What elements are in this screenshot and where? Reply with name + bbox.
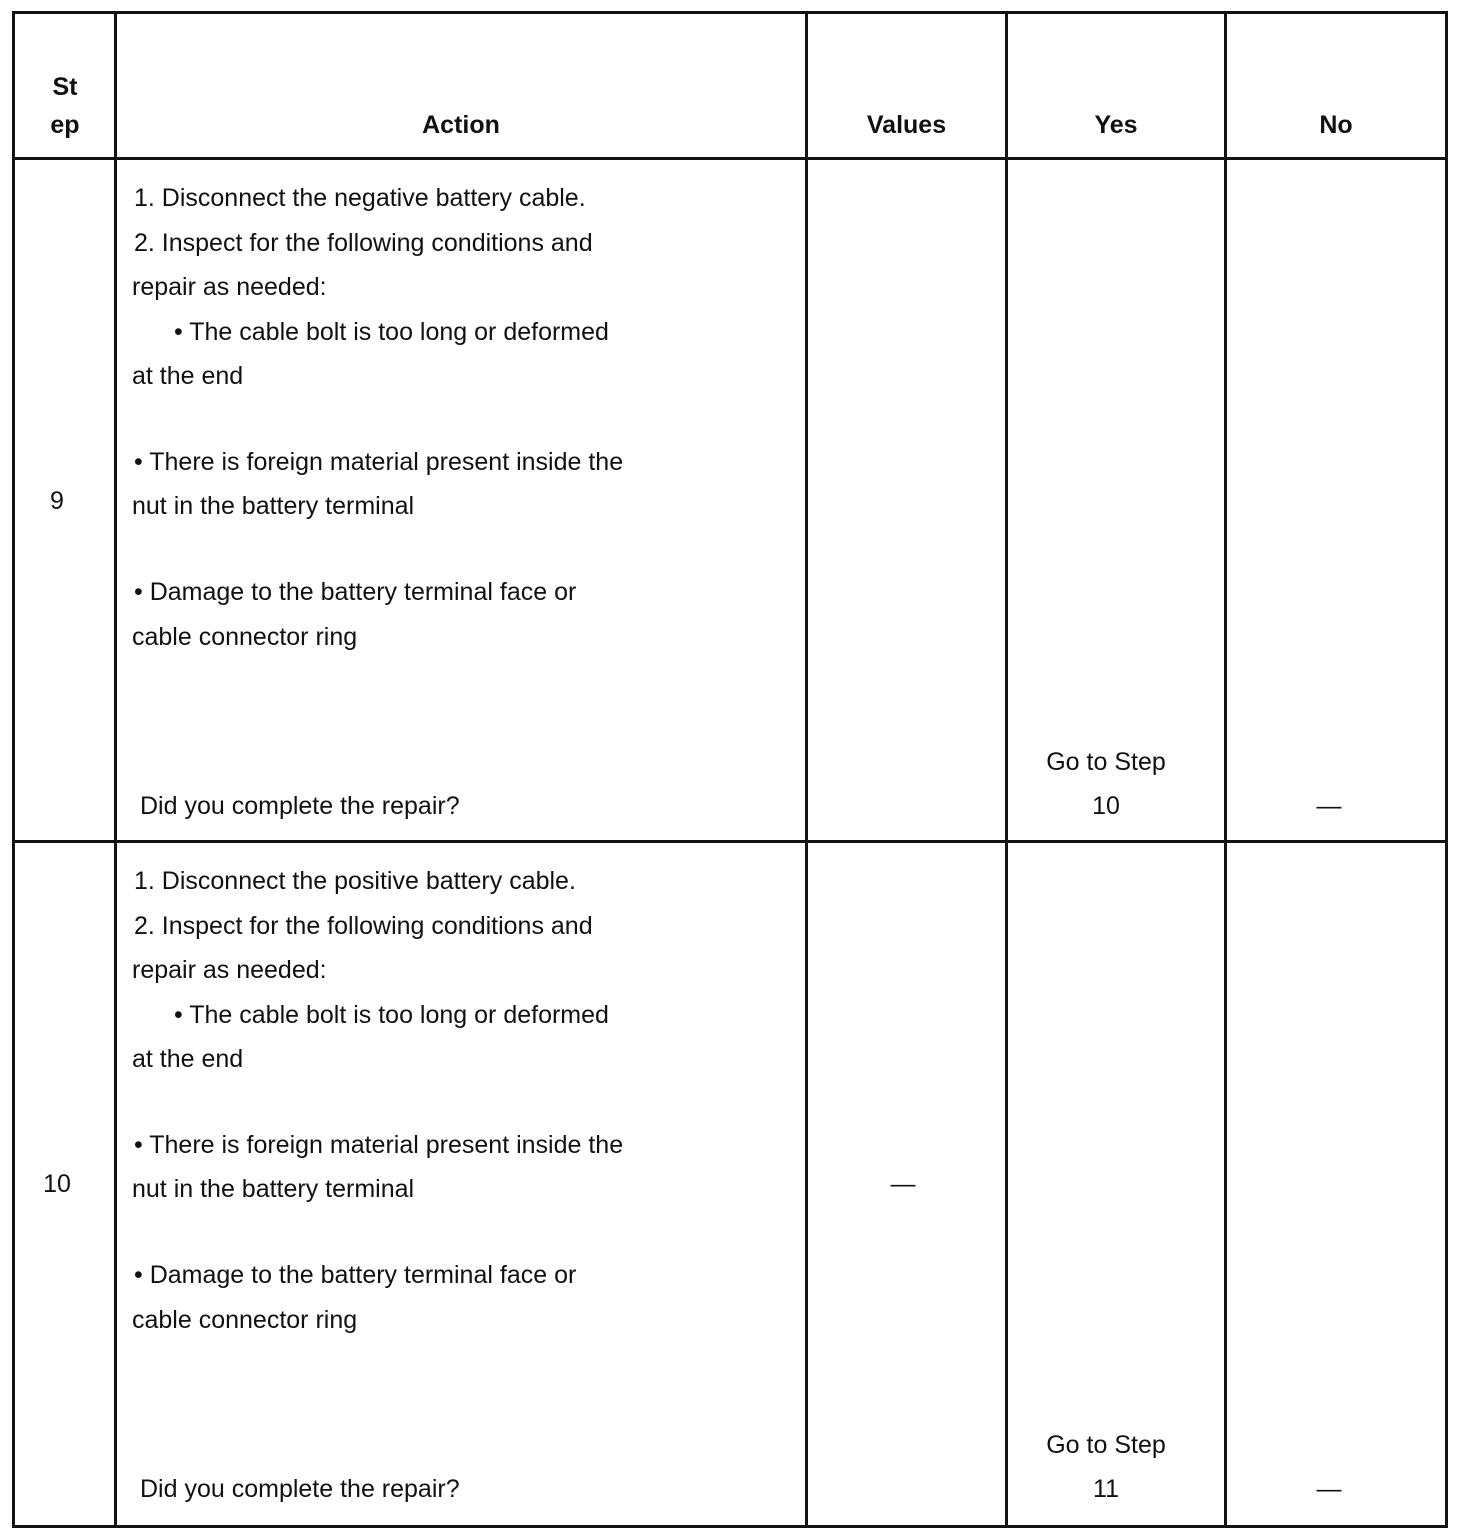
action-line: 1. Disconnect the negative battery cable. <box>134 184 586 212</box>
action-line: 1. Disconnect the positive battery cable. <box>134 867 576 895</box>
column-divider-yes <box>1224 11 1227 1528</box>
row-divider <box>12 840 1448 843</box>
yes-step-number: 11 <box>1093 1475 1119 1503</box>
action-line: • The cable bolt is too long or deformed <box>174 1001 609 1029</box>
action-line: cable connector ring <box>132 623 358 651</box>
repair-question: Did you complete the repair? <box>140 792 460 820</box>
header-yes: Yes <box>1094 111 1138 139</box>
action-line: • Damage to the battery terminal face or <box>134 578 577 606</box>
header-no: No <box>1319 111 1353 139</box>
repair-question: Did you complete the repair? <box>140 1475 460 1503</box>
header-action: Action <box>422 111 500 139</box>
yes-go-to-step: Go to Step <box>1046 1431 1166 1459</box>
action-line: nut in the battery terminal <box>132 492 415 520</box>
yes-step-number: 10 <box>1092 792 1120 820</box>
column-divider-action <box>805 11 808 1528</box>
action-line: • There is foreign material present inside the <box>134 1131 624 1159</box>
header-values: Values <box>866 111 947 139</box>
action-line: repair as needed: <box>132 273 327 301</box>
column-divider-step <box>114 11 117 1528</box>
action-line: • Damage to the battery terminal face or <box>134 1261 577 1289</box>
step-number-9: 9 <box>50 487 64 515</box>
values-cell: — <box>890 1170 916 1198</box>
action-line: cable connector ring <box>132 1306 358 1334</box>
no-cell: — <box>1316 792 1342 820</box>
action-line: at the end <box>132 362 244 390</box>
action-line: • The cable bolt is too long or deformed <box>174 318 609 346</box>
yes-go-to-step: Go to Step <box>1046 748 1166 776</box>
action-line: repair as needed: <box>132 956 327 984</box>
action-line: • There is foreign material present inside the <box>134 448 624 476</box>
header-step-line-1: St <box>52 73 78 101</box>
action-line: at the end <box>132 1045 244 1073</box>
header-row-divider <box>12 157 1448 160</box>
step-number-10: 10 <box>43 1170 71 1198</box>
action-line: nut in the battery terminal <box>132 1175 415 1203</box>
no-cell: — <box>1316 1475 1342 1503</box>
action-line: 2. Inspect for the following conditions and <box>134 229 593 257</box>
header-step-line-2: ep <box>50 111 80 139</box>
action-line: 2. Inspect for the following conditions and <box>134 912 593 940</box>
